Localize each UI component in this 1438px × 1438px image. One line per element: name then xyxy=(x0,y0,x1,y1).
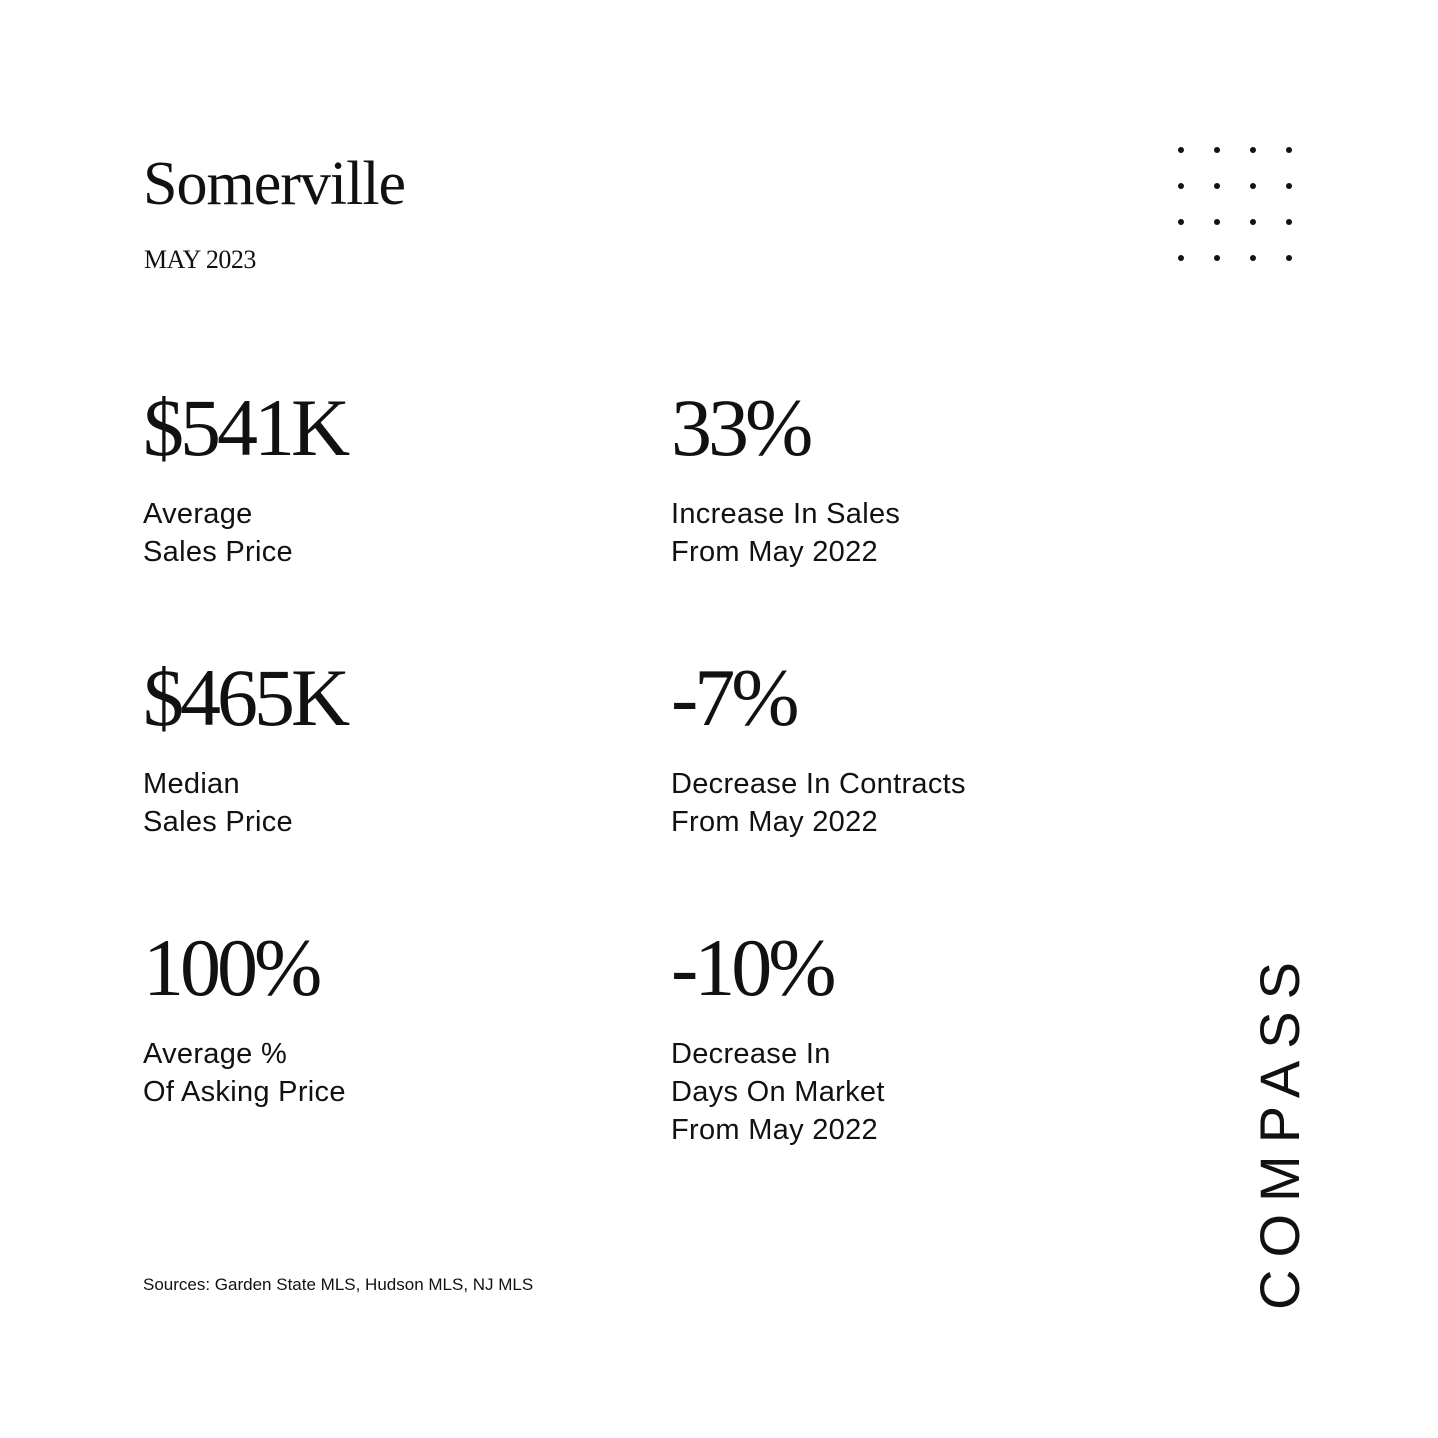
dot xyxy=(1178,255,1184,261)
dot xyxy=(1286,255,1292,261)
stat-value: -7% xyxy=(671,652,796,743)
compass-logo: COMPASS xyxy=(1248,950,1311,1310)
sources-note: Sources: Garden State MLS, Hudson MLS, NJ MLS xyxy=(143,1275,534,1294)
dot xyxy=(1286,147,1292,153)
stat-label-line: Sales Price xyxy=(143,536,293,568)
stat-label-line: From May 2022 xyxy=(671,1114,878,1146)
dot xyxy=(1250,219,1256,225)
stat-label-line: Days On Market xyxy=(671,1076,885,1108)
stat-label-line: From May 2022 xyxy=(671,536,878,568)
dot xyxy=(1214,183,1220,189)
report-date: MAY 2023 xyxy=(144,245,256,274)
stat-label-line: Decrease In Contracts xyxy=(671,768,966,800)
stat-label xyxy=(671,765,1151,841)
stat-average-sales-price xyxy=(143,383,623,571)
dot xyxy=(1250,255,1256,261)
dot xyxy=(1178,147,1184,153)
dot xyxy=(1214,255,1220,261)
stat-label-line: Average % xyxy=(143,1038,288,1070)
stat-decrease-in-contracts xyxy=(671,653,1151,841)
stat-label xyxy=(671,1035,1151,1149)
stat-value: -10% xyxy=(671,922,833,1013)
stat-label xyxy=(143,1035,623,1111)
stat-label-line: Increase In Sales xyxy=(671,498,901,530)
dot xyxy=(1286,183,1292,189)
stat-label-line: Average xyxy=(143,498,253,530)
stat-value: $465K xyxy=(143,652,347,743)
dot xyxy=(1250,147,1256,153)
stat-label-line: Sales Price xyxy=(143,806,293,838)
dot-grid-icon xyxy=(1176,145,1300,269)
stat-value: $541K xyxy=(143,382,347,473)
dot xyxy=(1178,219,1184,225)
stat-decrease-in-days-on-market xyxy=(671,923,1151,1149)
stat-label-line: Of Asking Price xyxy=(143,1076,346,1108)
stat-value: 33% xyxy=(671,382,810,473)
dot xyxy=(1250,183,1256,189)
stat-average-percent-of-asking xyxy=(143,923,623,1111)
page-title: Somerville xyxy=(143,150,406,218)
stat-value: 100% xyxy=(143,922,319,1013)
stat-label xyxy=(143,495,623,571)
stat-label xyxy=(143,765,623,841)
stat-label-line: Decrease In xyxy=(671,1038,831,1070)
dot xyxy=(1214,219,1220,225)
dot xyxy=(1286,219,1292,225)
dot xyxy=(1178,183,1184,189)
stat-label xyxy=(671,495,1151,571)
stat-increase-in-sales xyxy=(671,383,1151,571)
dot xyxy=(1214,147,1220,153)
stat-label-line: From May 2022 xyxy=(671,806,878,838)
stat-label-line: Median xyxy=(143,768,240,800)
stat-median-sales-price xyxy=(143,653,623,841)
